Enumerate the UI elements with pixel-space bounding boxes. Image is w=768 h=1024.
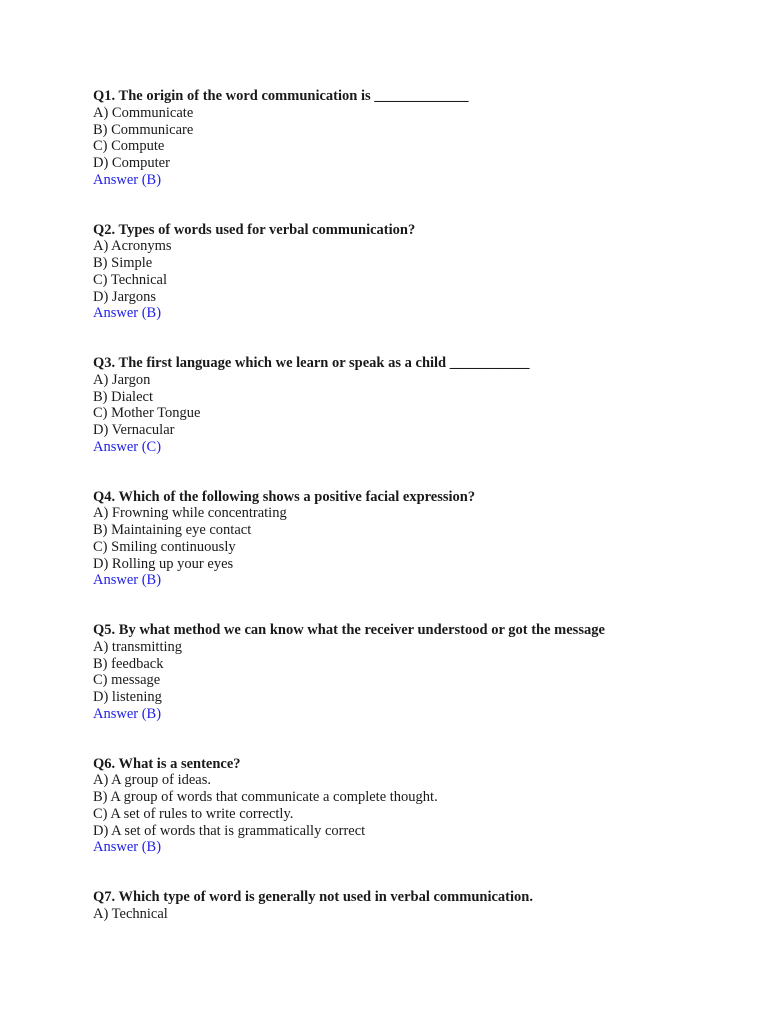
- option-c: C) Compute: [93, 138, 165, 155]
- question-block-7: [93, 889, 733, 923]
- question-text: Q7. Which type of word is generally not used in verbal communication.: [93, 889, 533, 905]
- option-d: D) listening: [93, 689, 162, 705]
- option-d: D) A set of words that is grammatically correct: [93, 822, 366, 839]
- question-block-1: [93, 88, 733, 189]
- question-text: Q3. The first language which we learn or speak as a child ___________: [93, 355, 530, 371]
- option-a: A) Communicate: [93, 104, 194, 121]
- option-b: B) Communicare: [93, 121, 194, 138]
- answer-text: Answer (C): [93, 438, 162, 455]
- option-a: A) Frowning while concentrating: [93, 505, 287, 522]
- option-d: D) Vernacular: [93, 422, 175, 438]
- answer-text: Answer (B): [93, 572, 162, 589]
- question-text: Q6. What is a sentence?: [93, 755, 241, 772]
- option-b: B) Simple: [93, 255, 153, 271]
- question-text: Q4. Which of the following shows a positive facial expression?: [93, 488, 476, 505]
- option-c: C) Mother Tongue: [93, 405, 201, 422]
- option-b: B) Dialect: [93, 388, 153, 405]
- option-c: C) Technical: [93, 271, 168, 288]
- option-b: B) A group of words that communicate a complete thought.: [93, 789, 438, 805]
- option-b: B) feedback: [93, 655, 164, 672]
- question-block-3: [93, 355, 733, 456]
- answer-text: Answer (B): [93, 705, 162, 722]
- question-text: Q1. The origin of the word communication is _____________: [93, 88, 469, 104]
- option-c: C) message: [93, 672, 161, 689]
- option-b: B) Maintaining eye contact: [93, 522, 252, 538]
- question-block-6: [93, 756, 733, 857]
- option-a: A) Jargon: [93, 371, 151, 388]
- question-text: Q5. By what method we can know what the receiver understood or got the message: [93, 622, 605, 638]
- answer-text: Answer (B): [93, 305, 162, 322]
- answer-text: Answer (B): [93, 839, 162, 856]
- option-d: D) Computer: [93, 155, 170, 171]
- question-block-4: [93, 489, 733, 590]
- option-a: A) transmitting: [93, 638, 183, 655]
- option-c: C) Smiling continuously: [93, 538, 236, 555]
- option-a: A) Acronyms: [93, 238, 172, 255]
- option-c: C) A set of rules to write correctly.: [93, 805, 294, 822]
- option-d: D) Jargons: [93, 288, 156, 305]
- question-text: Q2. Types of words used for verbal communication?: [93, 221, 416, 238]
- question-block-2: [93, 222, 733, 323]
- question-block-5: [93, 622, 733, 723]
- option-a: A) A group of ideas.: [93, 772, 211, 789]
- answer-text: Answer (B): [93, 171, 162, 188]
- option-a: A) Technical: [93, 905, 168, 922]
- option-d: D) Rolling up your eyes: [93, 555, 234, 572]
- document-page: [93, 88, 733, 956]
